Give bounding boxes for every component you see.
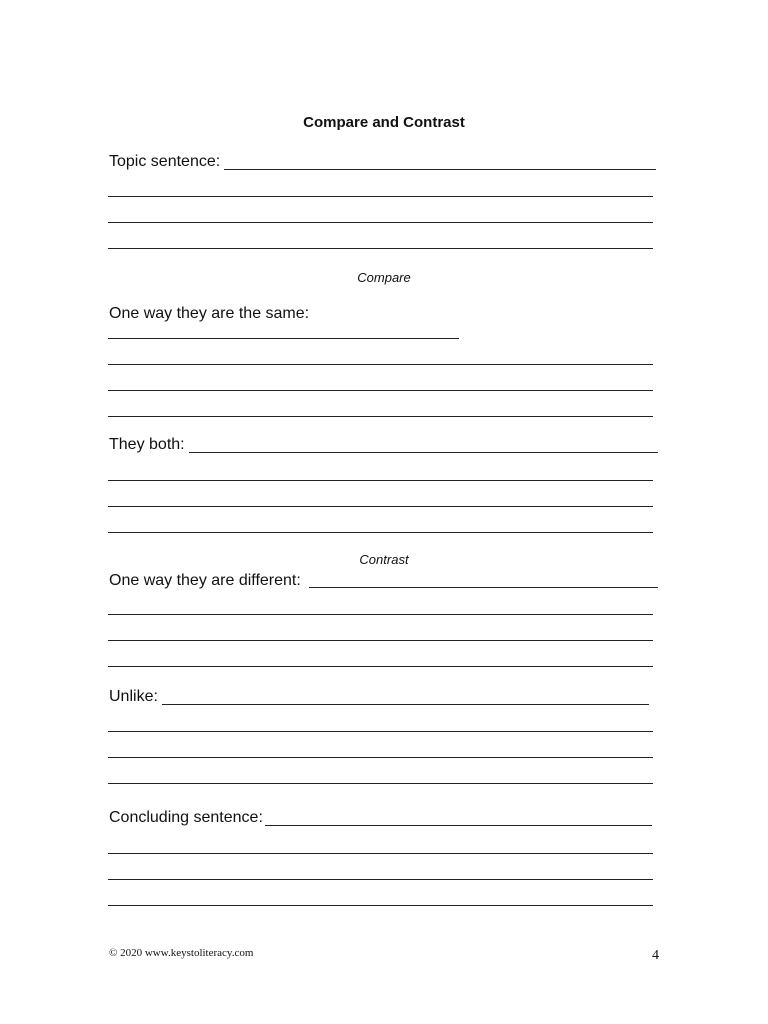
page-number: 4 xyxy=(652,948,659,963)
writing-line[interactable] xyxy=(108,532,653,533)
writing-line[interactable] xyxy=(108,640,653,641)
writing-line[interactable] xyxy=(108,506,653,507)
writing-line[interactable] xyxy=(108,196,653,197)
writing-line[interactable] xyxy=(108,248,653,249)
concluding-label: Concluding sentence: xyxy=(109,809,263,826)
contrast-heading: Contrast xyxy=(359,552,409,567)
writing-line[interactable] xyxy=(108,757,653,758)
same-label: One way they are the same: xyxy=(109,305,310,322)
writing-line[interactable] xyxy=(108,614,653,615)
both-label: They both: xyxy=(109,436,185,453)
writing-line[interactable] xyxy=(108,853,653,854)
writing-line[interactable] xyxy=(108,364,653,365)
unlike-line[interactable] xyxy=(162,704,649,705)
writing-line[interactable] xyxy=(108,783,653,784)
writing-line[interactable] xyxy=(108,390,653,391)
writing-line[interactable] xyxy=(108,416,653,417)
page-title: Compare and Contrast xyxy=(303,114,465,131)
writing-line[interactable] xyxy=(108,480,653,481)
footer-copyright: © 2020 www.keystoliteracy.com xyxy=(109,947,254,959)
topic-sentence-label: Topic sentence: xyxy=(109,153,221,170)
writing-line[interactable] xyxy=(108,905,653,906)
different-label: One way they are different: xyxy=(109,572,301,589)
unlike-label: Unlike: xyxy=(109,688,158,705)
writing-line[interactable] xyxy=(108,666,653,667)
topic-sentence-line[interactable] xyxy=(224,169,656,170)
writing-line[interactable] xyxy=(108,879,653,880)
both-line[interactable] xyxy=(189,452,658,453)
concluding-line[interactable] xyxy=(265,825,652,826)
compare-heading: Compare xyxy=(357,270,411,285)
writing-line[interactable] xyxy=(108,222,653,223)
different-line[interactable] xyxy=(309,587,658,588)
same-line[interactable] xyxy=(108,338,459,339)
writing-line[interactable] xyxy=(108,731,653,732)
